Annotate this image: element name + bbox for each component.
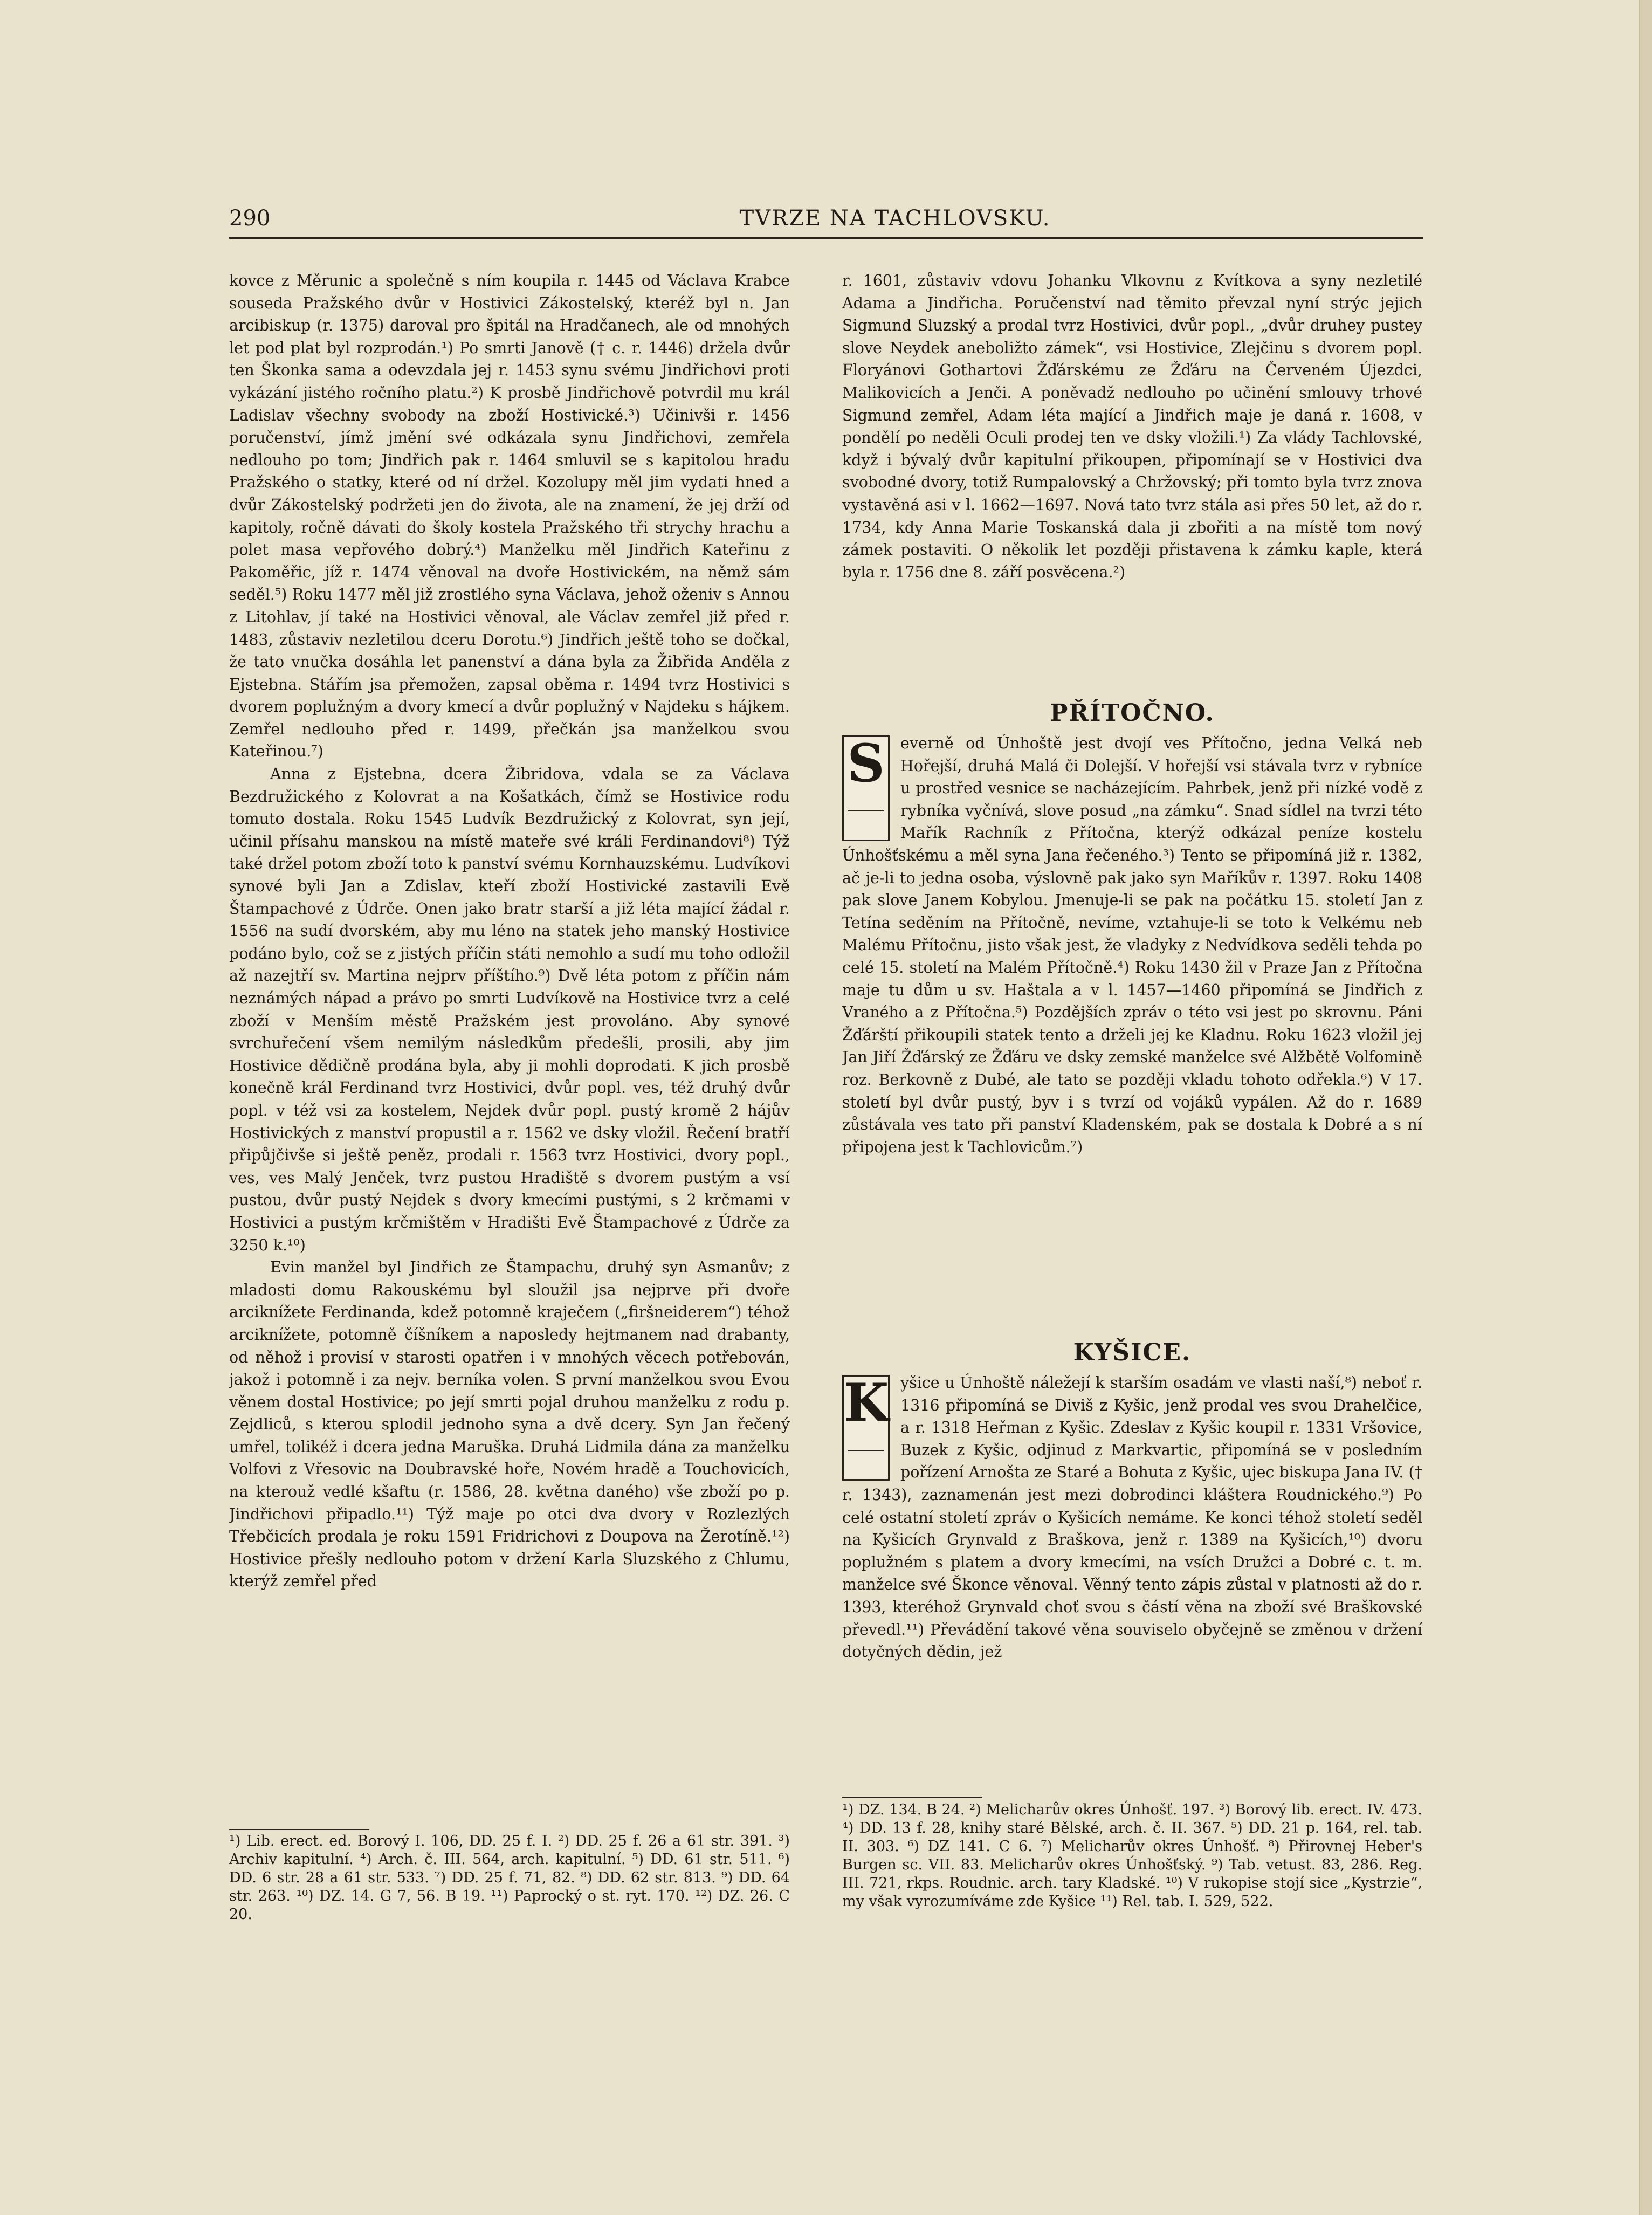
page-number: 290 bbox=[229, 206, 271, 231]
footnote-rule-right bbox=[842, 1797, 982, 1798]
left-paragraph-2: Anna z Ejstebna, dcera Žibridova, vdala se za Václava Bezdružického z Kolovrat a na Košatkách, čímž se Hostivice rodu tomuto dostala. Roku 1545 Ludvík Bezdružický z Kolovrat, syn její, učinil přísahu manskou na místě mateře své králi Ferdinandovi⁸) Týž také držel potom zboží toto k panství svému Kornhauzskému. Ludvíkovi synové byli Jan a Zdislav, kteří zboží Hostivické zastavili Evě Štampachové z Údrče. Onen jako bratr starší a již léta mající žádal r. 1556 na sudí dvorském, aby mu léno na statek jeho manský Hostivice podáno bylo, což se z jistých příčin státi nemohlo a sudí mu toho odložil až nazejtří sv. Martina nejprv příštího.⁹) Dvě léta potom z příčin nám neznámých nápad a právo po smrti Ludvíkově na Hostivice tvrz a celé zboží v Menším městě Pražském jest provoláno. Aby synové svrchuřečení všem nemilým následkům předešli, prosili, aby jim Hostivice dědičně prodána byla, aby ji mohli doprodati. K jich prosbě konečně král Ferdinand tvrz Hostivici, dvůr popl. ves, též druhý dvůr popl. v též vsi za kostelem, Nejdek dvůr popl. pustý kromě 2 hájův Hostivických z manství propustil a r. 1562 ve dsky vložil. Řečení bratří připůjčivše si ještě peněz, prodali r. 1563 tvrz Hostivici, dvory popl., ves, ves Malý Jenček, tvrz pustou Hradiště s dvorem pustým a vsí pustou, dvůr pustý Nejdek s dvory kmecími pustými, s 2 krčmami v Hostivici a pustým krčmištěm v Hradišti Evě Štampachové z Údrče za 3250 k.¹⁰) bbox=[229, 765, 790, 1254]
left-paragraph-1: kovce z Měrunic a společně s ním koupila r. 1445 od Václava Krabce souseda Pražského dvůr v Hostivici Zákostelský, kteréž byl n. Jan arcibiskup (r. 1375) daroval pro špitál na Hradčanech, ale od mnohých let pod plat byl rozprodán.¹) Po smrti Janově († c. r. 1446) držela dvůr ten Škonka sama a odevzdala jej r. 1453 synu svému Jindřichovi proti vykázání jistého ročního platu.²) K prosbě Jindřichově potvrdil mu král Ladislav všechny svobody na zboží Hostivické.³) Učinivši r. 1456 poručenství, jímž jmění své odkázala synu Jindřichovi, zemřela nedlouho po tom; Jindřich pak r. 1464 smluvil se s kapitolou hradu Pražského o statky, které od ní držel. Kozolupy měl jim vydati hned a dvůr Zákostelský podržeti jen do života, ale na znamení, že jej drží od kapitoly, ročně dávati do školy kostela Pražského tři strychy hrachu a polet masa vepřového dobrý.⁴) Manželku měl Jindřich Kateřinu z Pakoměřic, jíž r. 1474 věnoval na dvoře Hostivickém, na němž sám seděl.⁵) Roku 1477 měl již zrostlého syna Václava, jehož oženiv s Annou z Litohlav, jí také na Hostivici věnoval, ale Václav zemřel již před r. 1483, zůstaviv nezletilou dceru Dorotu.⁶) Jindřich ještě toho se dočkal, že tato vnučka dosáhla let panenství a dána byla za Žibřida Anděla z Ejstebna. Stářím jsa přemožen, zapsal oběma r. 1494 tvrz Hostivici s dvorem poplužným a dvory kmecí a dvůr poplužný v Najdeku s hájkem. Zemřel nedlouho před r. 1499, přečkán jsa manželkou svou Kateřinou.⁷) bbox=[229, 272, 790, 761]
footnotes-left: ¹) Lib. erect. ed. Borový I. 106, DD. 25 f. I. ²) DD. 25 f. 26 a 61 str. 391. ³) Archiv kapitulní. ⁴) Arch. č. III. 564, arch. kapitulní. ⁵) DD. 61 str. 511. ⁶) DD. 6 str. 28 a 61 str. 533. ⁷) DD. 25 f. 71, 82. ⁸) DD. 62 str. 813. ⁹) DD. 64 str. 263. ¹⁰) DZ. 14. G 7, 56. B 19. ¹¹) Paprocký o st. ryt. 170. ¹²) DZ. 26. C 20. bbox=[229, 1833, 790, 1923]
left-column-text bbox=[229, 270, 790, 1811]
section-kysice-text: yšice u Únhoště náležejí k starším osadám ve vlasti naší,⁸) neboť r. 1316 připomíná se Diviš z Kyšic, jenž prodal ves svou Drahelčice, a r. 1318 Heřman z Kyšic. Zdeslav z Kyšic koupil r. 1331 Vršovice, Buzek z Kyšic, odjinud z Markvartic, připomíná se v posledním pořízení Arnošta ze Staré a Bohuta z Kyšic, ujec biskupa Jana IV. († r. 1343), zaznamenán jest mezi dobrodinci kláštera Roudnického.⁹) Po celé ostatní století zpráv o Kyšicích nemáme. Ke konci téhož století seděl na Kyšicích Grynvald z Braškova, jenž r. 1389 na Kyšicích,¹⁰) dvoru poplužném s platem a dvory kmecími, na vsích Družci a Dobré c. t. m. manželce své Škonce věnoval. Věnný tento zápis zůstal v platnosti až do r. 1393, kteréhož Grynvald choť svou s částí věna na zboží své Braškovské převedl.¹¹) Převádění takové věna souviselo obyčejně se změnou v držení dotyčných dědin, jež bbox=[842, 1374, 1422, 1661]
right-column bbox=[842, 270, 1422, 1932]
section-title-pritocno: PŘÍTOČNO. bbox=[1050, 699, 1215, 727]
drop-cap-k bbox=[842, 1372, 890, 1481]
left-paragraph-3: Evin manžel byl Jindřich ze Štampachu, druhý syn Asmanův; z mladosti domu Rakouskému byl sloužil jsa nejprve při dvoře arciknížete Ferdinanda, kdež potomně kraječem („firšneiderem“) téhož arciknížete, potomně číšníkem a naposledy hejtmanem nad drabanty, od něhož i provisí v starosti opatřen i v mnohých věcech potřebován, jakož i potomně i za nejv. berníka volen. S první manželkou svou Evou věnem dostal Hostivice; po její smrti pojal druhou manželku z rodu p. Zejdliců, s kterou splodil jednoho syna a dvě dcery. Syn Jan řečený umřel, tolikéž i dcera jedna Maruška. Druhá Lidmila dána za manželku Volfovi z Vřesovic na Doubravské hoře, Novém hradě a Touchovicích, na kterouž vedlé kšaftu (r. 1586, 28. května daného) vše zboží po p. Jindřichovi připadlo.¹¹) Týž maje po otci dva dvory v Rozlezlých Třebčicích prodala je roku 1591 Fridrichovi z Doupova na Žerotíně.¹²) Hostivice přešly nedlouho potom v držení Karla Sluzského z Chlumu, kterýž zemřel před bbox=[229, 1258, 790, 1591]
drop-cap-letter: S bbox=[847, 733, 885, 794]
left-column bbox=[229, 270, 790, 1811]
drop-cap-ornament bbox=[848, 810, 884, 831]
header-rule bbox=[229, 237, 1423, 239]
drop-cap-ornament bbox=[848, 1450, 884, 1470]
section-pritocno bbox=[842, 732, 1422, 1293]
right-paragraph-1: r. 1601, zůstaviv vdovu Johanku Vlkovnu z Kvítkova a syny nezletilé Adama a Jindřicha. Poručenství nad těmito převzal nyní strýc jejich Sigmund Sluzský a prodal tvrz Hostivici, dvůr popl., „dvůr druhey pustey slove Neydek aneboližto zámek“, vsi Hostivice, Zlejčinu s dvorem popl. Floryánovi Gothartovi Žďárskému ze Žďáru na Červeném Újezdci, Malikovicích a Jenči. A poněvadž nedlouho po učinění smlouvy trhové Sigmund zemřel, Adam léta mající a Jindřich maje je daná r. 1608, v pondělí po neděli Oculi prodej ten ve dsky vložili.¹) Za vlády Tachlovské, když i bývalý dvůr kapitulní přikoupen, připomínají se v Hostivici dva svobodné dvory, totiž Rumpalovský a Chržovský; při tomto byla tvrz znova vystavěná asi v l. 1662—1697. Nová tato tvrz stála asi přes 50 let, až do r. 1734, kdy Anna Marie Toskanská dala ji zbořiti a na místě tom nový zámek postaviti. O několik let později přistavena k zámku kaple, která byla r. 1756 dne 8. září posvěcena.²) bbox=[842, 272, 1422, 581]
drop-cap-letter: K bbox=[844, 1372, 889, 1433]
right-column-top bbox=[842, 270, 1422, 652]
section-pritocno-text: everně od Únhoště jest dvojí ves Přítočno, jedna Velká neb Hořejší, druhá Malá či Dolejší. V hořejší vsi stávala tvrz v rybníce u prostřed vesnice se nacházejícím. Pahrbek, jenž při nízké vodě z rybníka vyčnívá, slove posud „na zámku“. Snad sídlel na tvrzi této Mařík Rachník z Přítočna, kterýž odkázal peníze kostelu Únhošťskému a měl syna Jana řečeného.³) Tento se připomíná již r. 1382, ač je-li to jedna osoba, výslovně pak jako syn Maříkův r. 1397. Roku 1408 pak slove Janem Kobylou. Jmenuje-li se pak na počátku 15. století Jan z Tetína seděním na Přítočně, nevíme, vztahuje-li se toto k Velkému neb Malému Přítočnu, jisto však jest, že vladyky z Nedvídkova seděli tehda po celé 15. století na Malém Přítočně.⁴) Roku 1430 žil v Praze Jan z Přítočna maje tu dům u sv. Haštala a v l. 1457—1460 připomíná se Jindřich z Vraného a z Přítočna.⁵) Pozdějších zpráv o této vsi jest po skrovnu. Páni Žďárští přikoupili statek tento a drželi jej ke Kladnu. Roku 1623 vložil jej Jan Jiří Žďárský ze Žďáru ve dsky zemské manželce své Alžbětě Volfomině roz. Berkovně z Dubé, ale tato se později vkladu tohoto odřekla.⁶) V 17. století byl dvůr pustý, byv i s tvrzí od vojáků vypálen. Až do r. 1689 zůstávala ves tato při panství Kladenském, pak se dostala k Dobré a s ní připojena jest k Tachlovicům.⁷) bbox=[842, 734, 1422, 1156]
footnotes-right: ¹) DZ. 134. B 24. ²) Melicharův okres Únhošť. 197. ³) Borový lib. erect. IV. 473. ⁴) DD. 13 f. 28, knihy staré Bělské, arch. č. II. 367. ⁵) DD. 21 p. 164, rel. tab. II. 303. ⁶) DZ 141. C 6. ⁷) Melicharův okres Únhošť. ⁸) Přirovnej Heber's Burgen sc. VII. 83. Melicharův okres Únhošťský. ⁹) Tab. vetust. 83, 286. Reg. III. 721, rkps. Roudnic. arch. tary Kladské. ¹⁰) V rukopise stojí sice „Kystrzie“, my však vyrozumíváme zde Kyšice ¹¹) Rel. tab. I. 529, 522. bbox=[842, 1801, 1422, 1910]
section-title-kysice: KYŠICE. bbox=[1073, 1339, 1192, 1366]
page-edge bbox=[1639, 0, 1652, 2215]
running-title: TVRZE NA TACHLOVSKU. bbox=[739, 206, 1051, 231]
footnote-rule-left bbox=[229, 1829, 369, 1830]
drop-cap-s bbox=[842, 735, 890, 841]
